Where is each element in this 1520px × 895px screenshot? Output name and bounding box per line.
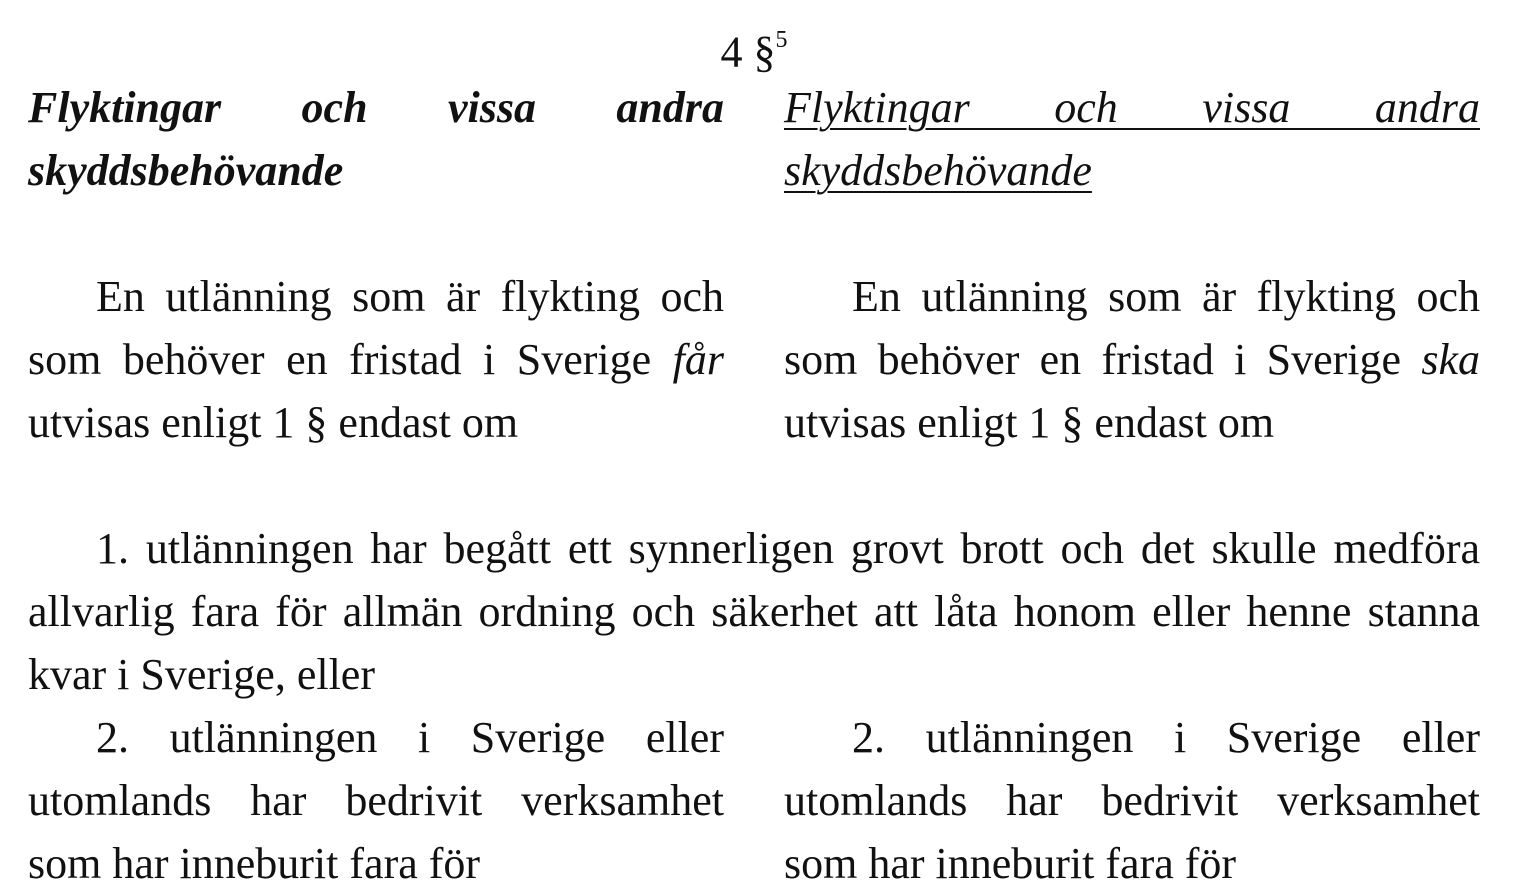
shared-point-1 (28, 517, 1480, 706)
right-point-2 (784, 706, 1480, 895)
right-para1-emphasis: ska (1421, 335, 1480, 384)
right-point-2-text: 2. utlänningen i Sverige eller utomlands har bedrivit verksamhet som har inneburit fara för (784, 713, 1480, 888)
left-paragraph-1 (28, 265, 724, 454)
right-para1-text-end: utvisas enligt 1 § endast om (784, 398, 1275, 447)
point-1-text: 1. utlänningen har begått ett synnerligen grovt brott och det skulle medföra allvarlig fara för allmän ordning och säkerhet att låta honom eller henne stanna kvar i Sverige, eller (28, 524, 1480, 699)
left-point-2-text: 2. utlänningen i Sverige eller utomlands har bedrivit verksamhet som har inneburit fara för (28, 713, 724, 888)
right-para1-text: En utlänning som är flykting och som behöver en fristad i Sverige (784, 272, 1480, 384)
footnote-marker: 5 (775, 27, 788, 53)
section-heading (28, 16, 1480, 81)
left-point-2 (28, 706, 724, 895)
left-para1-text-end: utvisas enligt 1 § endast om (28, 398, 519, 447)
left-title: Flyktingar och vissa andra skyddsbehövande (28, 83, 724, 195)
right-title: Flyktingar och vissa andra skyddsbehövande (784, 83, 1480, 195)
left-para1-emphasis: får (672, 335, 724, 384)
right-column-title-block (784, 76, 1480, 202)
right-paragraph-1 (784, 265, 1480, 454)
left-para1-text: En utlänning som är flykting och som behöver en fristad i Sverige (28, 272, 724, 384)
section-number: 4 § (720, 27, 776, 77)
left-column-title-block (28, 76, 724, 202)
